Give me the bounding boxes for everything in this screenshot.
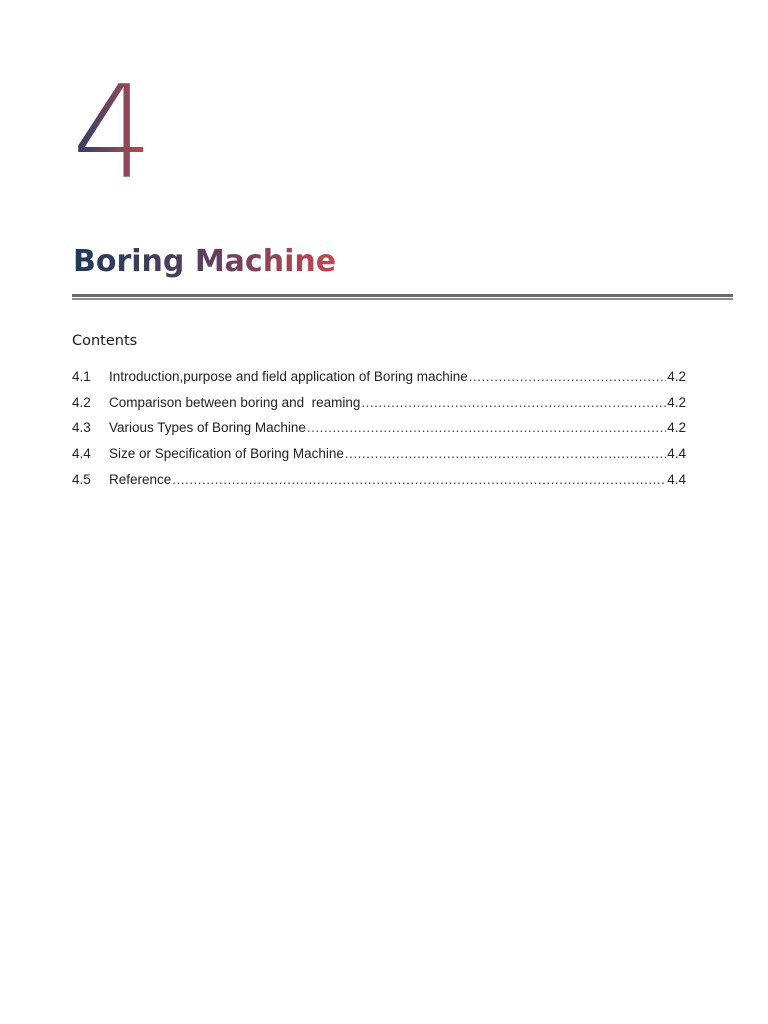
toc-entry-number: 4.1 [72,369,91,384]
toc-entry-page[interactable]: 4.2 [667,420,686,436]
toc-entry-title[interactable]: Introduction,purpose and field application of Boring machine [109,369,468,384]
toc-entry-number: 4.2 [72,394,91,410]
divider-line-bottom [72,298,733,300]
chapter-number: 4 [72,59,152,208]
toc-dot-leader [469,369,666,384]
toc-entry[interactable] [72,369,686,395]
toc-dot-leader [345,446,666,461]
table-of-contents [72,369,686,497]
divider-line-top [72,294,733,297]
contents-heading: Contents [72,333,138,349]
toc-entry-page[interactable]: 4.4 [667,446,686,462]
toc-dot-leader [361,395,666,410]
toc-dot-leader [172,472,666,487]
toc-entry[interactable] [72,446,686,472]
chapter-title: Boring Machine [73,244,337,279]
toc-entry[interactable] [72,395,686,421]
toc-entry-page[interactable]: 4.4 [667,471,686,487]
toc-entry-number: 4.5 [72,471,91,487]
toc-entry-title[interactable]: Reference [109,471,172,487]
toc-entry-title[interactable]: Various Types of Boring Machine [109,420,306,436]
toc-dot-leader [307,420,666,435]
toc-entry[interactable] [72,420,686,446]
title-divider [72,294,733,300]
toc-entry-title[interactable]: Size or Specification of Boring Machine [109,446,344,462]
toc-entry-number: 4.4 [72,446,91,462]
toc-entry-page[interactable]: 4.2 [667,369,686,384]
toc-entry-title[interactable]: Comparison between boring and reaming [109,394,361,410]
toc-entry[interactable] [72,472,686,498]
toc-entry-number: 4.3 [72,420,91,436]
toc-entry-page[interactable]: 4.2 [667,394,686,410]
